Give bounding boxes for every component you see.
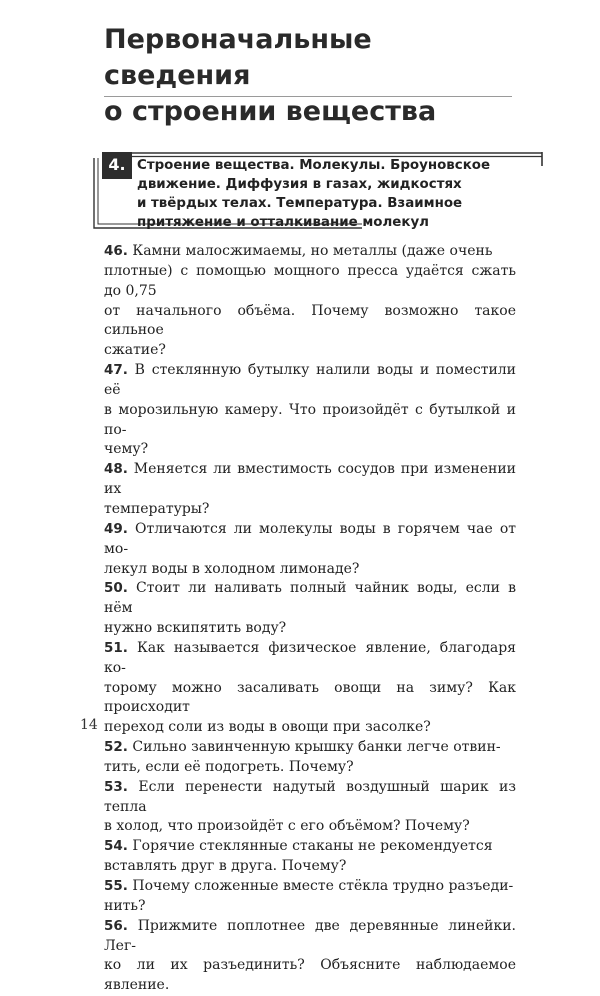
question-number: 49. <box>104 520 128 537</box>
question-55: 55. Почему сложенные вместе стёкла трудно разъеди- нить? <box>104 878 514 914</box>
question-number: 51. <box>104 639 128 656</box>
chapter-title-line-1: Первоначальные сведения <box>104 24 372 91</box>
question-number: 46. <box>104 243 128 259</box>
question-56: 56. Прижмите поплотнее две деревянные линейки. Лег- ко ли их разъединить? Объясните наблюдаемое явление. <box>104 917 516 994</box>
question-number: 56. <box>104 917 128 934</box>
question-46: 46. Камни малосжимаемы, но металлы (даже очень плотные) с помощью мощного пресса удаётся сжать до 0,75 от начального объёма. Почему возможно такое сильное сжатие? <box>104 243 516 359</box>
question-49: 49. Отличаются ли молекулы воды в горячем чае от мо- лекул воды в холодном лимонаде? <box>104 520 516 577</box>
question-number: 50. <box>104 580 128 597</box>
title-divider <box>104 96 512 97</box>
section-heading <box>137 156 537 232</box>
question-52: 52. Сильно завинченную крышку банки легче отвин- тить, если её подогреть. Почему? <box>104 739 501 775</box>
chapter-title-line-2: о строении вещества <box>104 96 437 127</box>
question-number: 48. <box>104 461 128 478</box>
question-51: 51. Как называется физическое явление, благодаря ко- торому можно засаливать овощи на зиму? Как происходит переход соли из воды в овощи при засолке? <box>104 639 516 736</box>
question-number: 55. <box>104 878 128 894</box>
section-heading-line: Строение вещества. Молекулы. Броуновское <box>137 158 491 173</box>
section-heading-line: движение. Диффузия в газах, жидкостях <box>137 177 462 192</box>
question-47: 47. В стеклянную бутылку налили воды и поместили её в морозильную камеру. Что произойдёт с бутылкой и по- чему? <box>104 362 516 458</box>
section-heading-line: притяжение и отталкивание молекул <box>137 215 429 230</box>
page-number: 14 <box>80 717 98 733</box>
question-54: 54. Горячие стеклянные стаканы не рекомендуется вставлять друг в друга. Почему? <box>104 838 493 875</box>
chapter-title <box>104 22 524 130</box>
question-48: 48. Меняется ли вместимость сосудов при изменении их температуры? <box>104 461 516 517</box>
question-number: 54. <box>104 838 128 855</box>
question-53: 53. Если перенести надутый воздушный шарик из тепла в холод, что произойдёт с его объёмом? Почему? <box>104 778 516 835</box>
question-number: 53. <box>104 778 128 795</box>
section-heading-line: и твёрдых телах. Температура. Взаимное <box>137 196 463 211</box>
section-number: 4. <box>108 155 126 174</box>
question-50: 50. Стоит ли наливать полный чайник воды, если в нём нужно вскипятить воду? <box>104 580 516 637</box>
question-number: 47. <box>104 362 128 379</box>
question-list <box>104 242 516 996</box>
question-number: 52. <box>104 739 128 756</box>
